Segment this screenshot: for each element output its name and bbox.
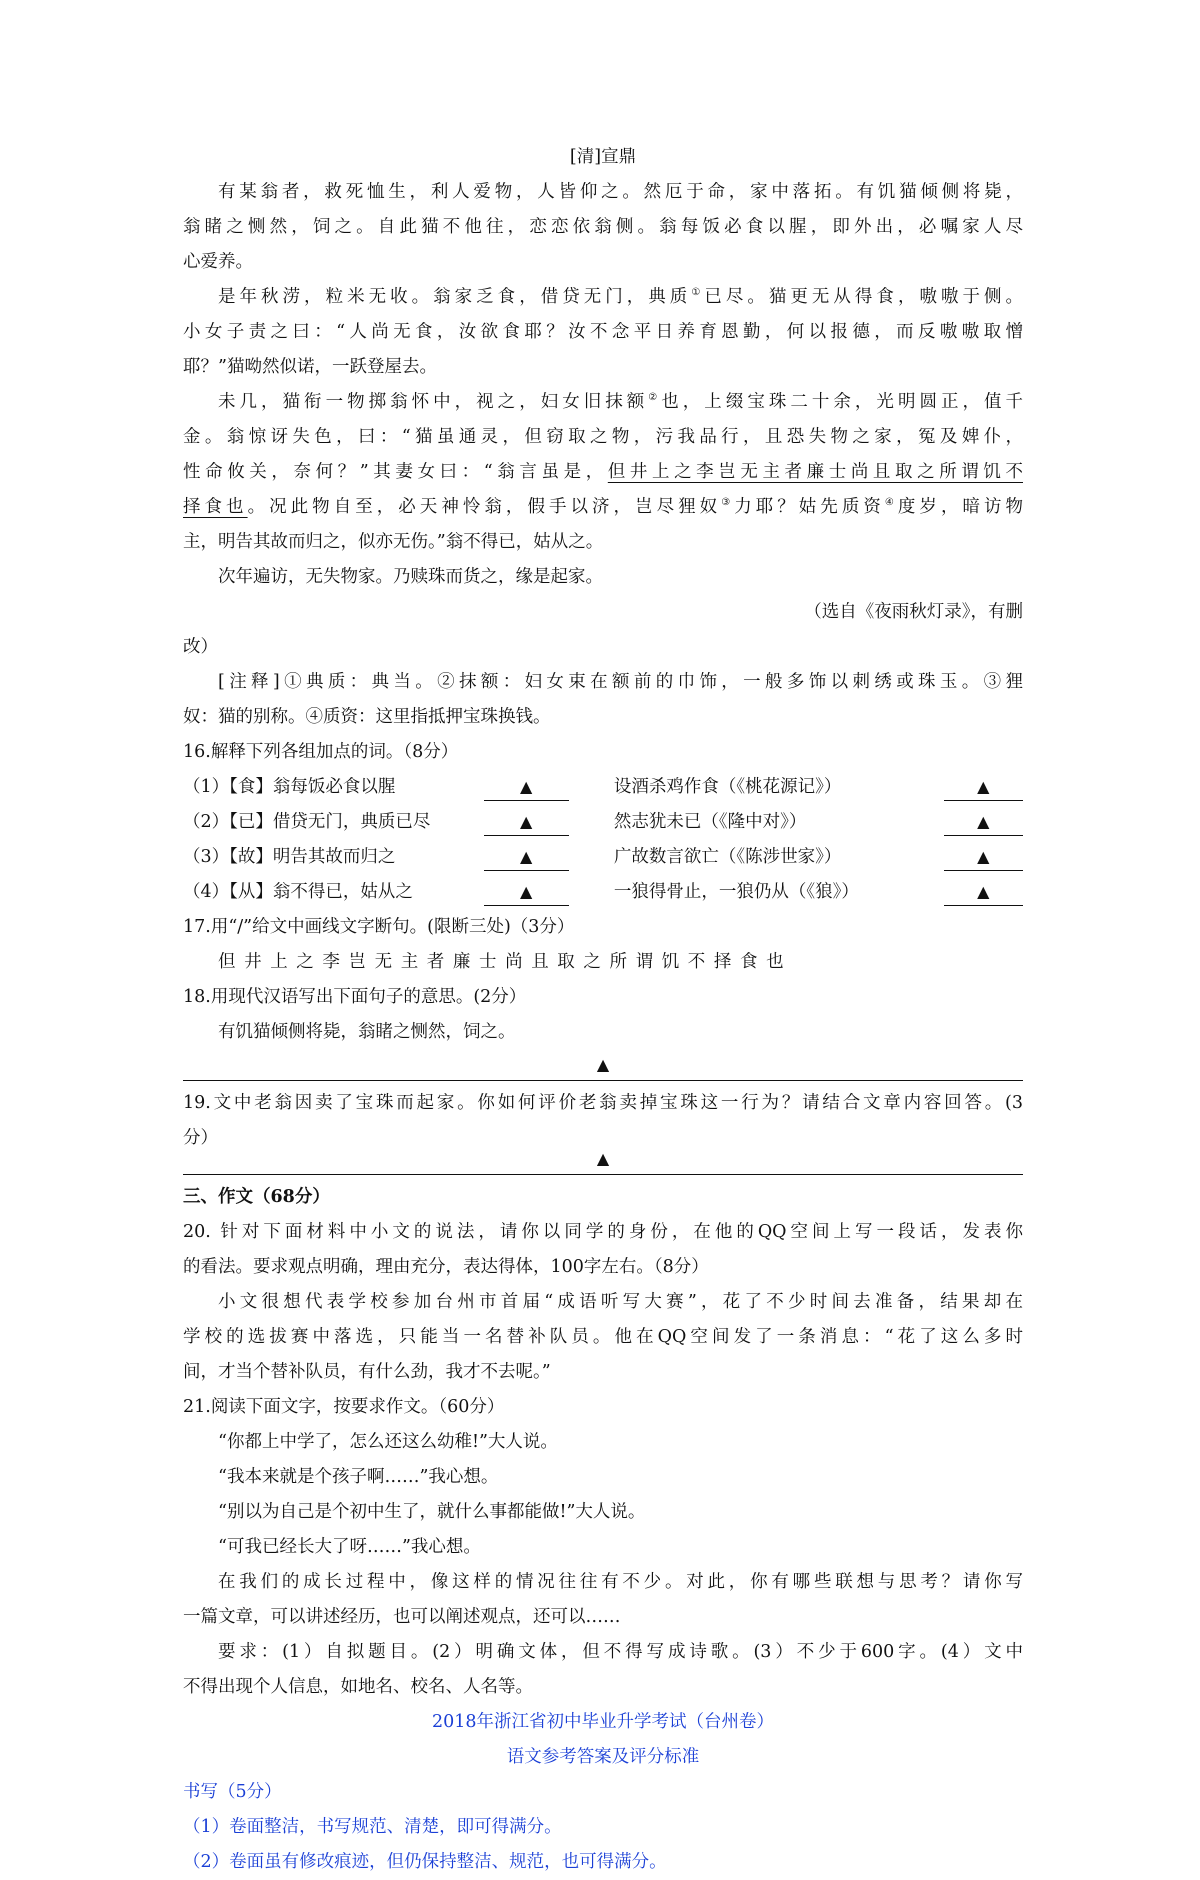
triangle-icon: ▲ — [520, 847, 533, 866]
q20: 20. 针对下面材料中小文的说法，请你以同学的身份，在他的QQ空间上写一段话，发表你 的看法。要求观点明确，理由充分，表达得体，100字左右。（8分） 小文很想代表学校参加台州市首届“成语听写大赛”，花了不少时间去准备，结果却在 学校的选拔赛中落选，只能当一名替补队员。他在QQ空间发了一条消息：“花了这么多时 间，才当个替补队员，有什么劲，我才不去呢。” — [183, 1222, 1023, 1382]
q16-row: （3）【故】明告其故而归之 ▲ 广故数言欲亡（《陈涉世家》） ▲ — [183, 840, 1023, 875]
q18-sentence: 有饥猫倾侧将毙，翁睹之恻然，饲之。 — [218, 1022, 516, 1042]
answer-blank[interactable] — [484, 879, 569, 906]
passage-source: （选自《夜雨秋灯录》，有删 — [804, 602, 1023, 622]
q18-title: 18.用现代汉语写出下面句子的意思。(2分） — [183, 987, 527, 1007]
underlined-sentence-part2: 择食也 — [183, 497, 248, 517]
triangle-icon: ▲ — [596, 1055, 610, 1074]
q17-title: 17.用“/”给文中画线文字断句。(限断三处)（3分） — [183, 917, 575, 937]
answer-blank[interactable] — [484, 844, 569, 871]
q16-row: （1）【食】翁每饭必食以腥 ▲ 设酒杀鸡作食（《桃花源记》） ▲ — [183, 770, 1023, 805]
answer-blank[interactable] — [944, 809, 1024, 836]
answer-blank[interactable] — [944, 879, 1024, 906]
answer-key — [183, 1705, 1023, 1880]
writing-title: 书写（5分） — [183, 1782, 282, 1802]
triangle-icon: ▲ — [977, 812, 990, 831]
triangle-icon: ▲ — [596, 1149, 610, 1168]
q16-title: 16.解释下列各组加点的词。（8分） — [183, 742, 459, 762]
answer-item: （1）卷面整洁，书写规范、清楚，即可得满分。 — [183, 1817, 562, 1837]
q18-answer-line[interactable] — [183, 1050, 1023, 1081]
passage-notes: [注释]①典质：典当。②抹额：妇女束在额前的巾饰，一般多饰以刺绣或珠玉。③狸 奴：猫的别称。④质资：这里指抵押宝珠换钱。 — [183, 672, 1023, 727]
answer-blank[interactable] — [944, 774, 1024, 801]
q16-rows — [183, 770, 1023, 910]
triangle-icon: ▲ — [520, 777, 533, 796]
passage-paragraph-3: 未几，猫衔一物掷翁怀中，视之，妇女旧抹额②也，上缀宝珠二十余，光明圆正，值千 金。翁惊讶失色，曰：“猫虽通灵，但窃取之物，污我品行，且恐失物之家，冤及婢仆， 性命攸关，奈何？”其妻女曰：“翁言虽是，但井上之李岂无主者廉士尚且取之所谓饥不 择食也。况此物自至，必天神怜翁，假手以济，岂尽狸奴③力耶？姑先质资④度岁，暗访物 主，明告其故而归之，似亦无伤。”翁不得已，姑从之。 — [183, 392, 1023, 552]
answer-blank[interactable] — [484, 774, 569, 801]
answer-blank[interactable] — [484, 809, 569, 836]
answer-heading-1: 2018年浙江省初中毕业升学考试（台州卷） — [431, 1712, 775, 1732]
passage-paragraph-2: 是年秋涝，粒米无收。翁家乏食，借贷无门，典质①已尽。猫更无从得食，嗷嗷于侧。 小女子责之曰：“人尚无食，汝欲食耶？汝不念平日养育恩勤，何以报德，而反嗷嗷取憎 耶？”猫呦然似诺，一跃登屋去。 — [183, 287, 1023, 377]
q21: 21.阅读下面文字，按要求作文。（60分） “你都上中学了，怎么还这么幼稚!”大人说。 “我本来就是个孩子啊……”我心想。 “别以为自己是个初中生了，就什么事都能做!”大人说。 “可我已经长大了呀……”我心想。 在我们的成长过程中，像这样的情况往往有不少。对此，你有哪些联想与思考？请你写 一篇文章，可以讲述经历，也可以阐述观点，还可以…… 要求：(1）自拟题目。(2）明确文体，但不得写成诗歌。(3）不少于600字。(4）文中 不得出现个人信息，如地名、校名、人名等。 — [183, 1397, 1023, 1697]
author-line: [清]宣鼎 — [569, 147, 637, 167]
triangle-icon: ▲ — [977, 847, 990, 866]
answer-blank[interactable] — [944, 844, 1024, 871]
underlined-sentence-part1: 但井上之李岂无主者廉士尚且取之所谓饥不 — [607, 462, 1023, 482]
passage-paragraph-1: 有某翁者，救死恤生，利人爱物，人皆仰之。然厄于命，家中落拓。有饥猫倾侧将毙， 翁睹之恻然，饲之。自此猫不他往，恋恋依翁侧。翁每饭必食以腥，即外出，必嘱家人尽 心爱养。 — [183, 182, 1023, 272]
passage-source-cont: 改） — [183, 637, 218, 657]
q17-sentence: 但井上之李岂无主者廉士尚且取之所谓饥不择食也 — [218, 952, 793, 972]
q16-row: （4）【从】翁不得已，姑从之 ▲ 一狼得骨止，一狼仍从（《狼》） ▲ — [183, 875, 1023, 910]
section-3-heading: 三、作文（68分） — [183, 1187, 330, 1207]
q19-title-cont: 分） — [183, 1128, 218, 1148]
passage-paragraph-4: 次年遍访，无失物家。乃赎珠而货之，缘是起家。 — [218, 567, 603, 587]
answer-heading-2: 语文参考答案及评分标准 — [506, 1747, 700, 1767]
q19-answer-line[interactable] — [183, 1144, 1023, 1175]
answer-item: （2）卷面虽有修改痕迹，但仍保持整洁、规范，也可得满分。 — [183, 1852, 667, 1872]
q19-title: 19.文中老翁因卖了宝珠而起家。你如何评价老翁卖掉宝珠这一行为？请结合文章内容回答。(3 — [183, 1093, 1023, 1113]
triangle-icon: ▲ — [520, 812, 533, 831]
triangle-icon: ▲ — [977, 777, 990, 796]
triangle-icon: ▲ — [520, 882, 533, 901]
exam-page — [183, 140, 1023, 1880]
q16-row: （2）【已】借贷无门，典质已尽 ▲ 然志犹未已（《隆中对》） ▲ — [183, 805, 1023, 840]
triangle-icon: ▲ — [977, 882, 990, 901]
